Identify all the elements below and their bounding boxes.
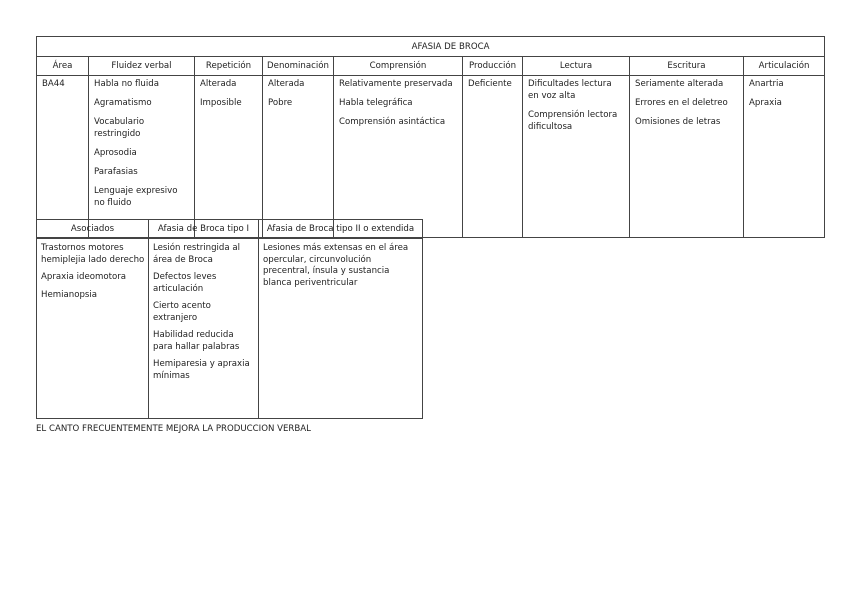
list-item: Aprosodia [94, 148, 137, 158]
cell-escritura [630, 76, 744, 238]
list-item: Comprensión asintáctica [339, 117, 446, 127]
cell-tipo-1 [149, 239, 259, 419]
header-fluidez: Fluidez verbal [89, 57, 195, 76]
list-item: Hemianopsia [41, 289, 98, 300]
list-item: Hemiparesia y apraxia mínimas [153, 359, 250, 381]
list-item: Imposible [200, 98, 242, 108]
cell-asociados [37, 239, 149, 419]
header-tipo-1: Afasia de Broca tipo I [149, 220, 259, 239]
list-item: Defectos leves articulación [153, 272, 217, 294]
cell-tipo-2 [259, 239, 423, 419]
list-item: Apraxia ideomotora [41, 272, 127, 282]
header-denominacion: Denominación [263, 57, 334, 76]
list-item: Dificultades lectura en voz alta [528, 79, 612, 101]
list-item: Habla no fluida [94, 79, 159, 89]
cell-articulacion [744, 76, 825, 238]
list-item: Errores en el deletreo [635, 98, 728, 108]
list-item: Alterada [268, 79, 305, 89]
list-item: Omisiones de letras [635, 117, 721, 127]
header-lectura: Lectura [523, 57, 630, 76]
header-escritura: Escritura [630, 57, 744, 76]
list-item: Habilidad reducida para hallar palabras [153, 330, 240, 352]
cell-comprension [334, 76, 463, 238]
list-item: Agramatismo [94, 98, 152, 108]
header-repeticion: Repetición [195, 57, 263, 76]
header-comprension: Comprensión [334, 57, 463, 76]
list-item: Cierto acento extranjero [153, 301, 211, 323]
list-item: Vocabulario restringido [94, 117, 145, 139]
table-title: AFASIA DE BROCA [37, 37, 825, 57]
header-produccion: Producción [463, 57, 523, 76]
cell-lectura [523, 76, 630, 238]
header-area: Área [37, 57, 89, 76]
list-item: Trastornos motores hemiplejia lado derecho [41, 243, 145, 265]
cell-denominacion [263, 76, 334, 238]
list-item: Alterada [200, 79, 237, 89]
broca-associated-table [36, 219, 423, 419]
cell-produccion [463, 76, 523, 238]
cell-area [37, 76, 89, 238]
header-asociados: Asociados [37, 220, 149, 239]
footer-note: EL CANTO FRECUENTEMENTE MEJORA LA PRODUCCION VERBAL [36, 424, 311, 434]
list-item: Comprensión lectora dificultosa [528, 110, 618, 132]
broca-main-table [36, 36, 825, 238]
list-item: Habla telegráfica [339, 98, 413, 108]
header-tipo-2: Afasia de Broca tipo II o extendida [259, 220, 423, 239]
list-item: Anartria [749, 79, 784, 89]
list-item: Lesión restringida al área de Broca [153, 243, 241, 265]
list-item: Pobre [268, 98, 293, 108]
cell-repeticion [195, 76, 263, 238]
list-item: Lesiones más extensas en el área opercular, circunvolución precentral, ínsula y sustancia blanca periventricular [263, 243, 409, 288]
list-item: Deficiente [468, 79, 512, 89]
list-item: Parafasias [94, 167, 138, 177]
list-item: BA44 [42, 79, 65, 89]
list-item: Seriamente alterada [635, 79, 724, 89]
header-articulacion: Articulación [744, 57, 825, 76]
cell-fluidez [89, 76, 195, 238]
list-item: Relativamente preservada [339, 79, 453, 89]
list-item: Lenguaje expresivo no fluido [94, 186, 178, 208]
list-item: Apraxia [749, 98, 782, 108]
